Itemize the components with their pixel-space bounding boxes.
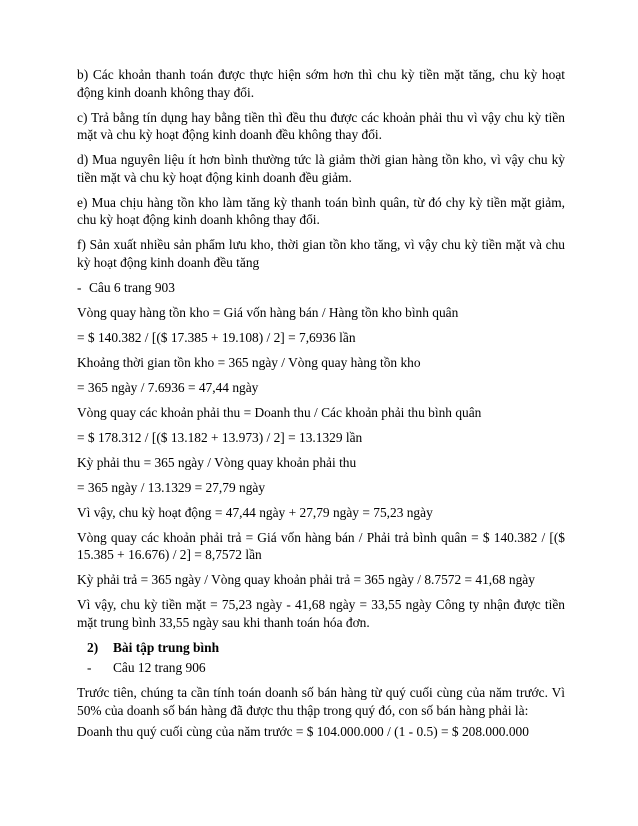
calc-line: = $ 140.382 / [($ 17.385 + 19.108) / 2] = 7,6936 lần xyxy=(77,329,356,345)
document-page xyxy=(77,66,565,748)
final-line: Doanh thu quý cuối cùng của năm trước = $ 104.000.000 / (1 - 0.5) = $ 208.000.000 xyxy=(77,723,529,739)
calc-line: = $ 178.312 / [($ 13.182 + 13.973) / 2] = 13.1329 lần xyxy=(77,429,363,445)
calc-line: = 365 ngày / 7.6936 = 47,44 ngày xyxy=(77,379,259,395)
paragraph-b: b) Các khoản thanh toán được thực hiện sớm hơn thì chu kỳ tiền mặt tăng, chu kỳ hoạt động kinh doanh không thay đổi. xyxy=(77,67,565,100)
calc-line: Vòng quay hàng tồn kho = Giá vốn hàng bán / Hàng tồn kho bình quân xyxy=(77,304,459,320)
section-title: Bài tập trung bình xyxy=(113,639,220,655)
calc-line: Vòng quay các khoản phải trả = Giá vốn hàng bán / Phải trả bình quân = $ 140.382 / [($ 15.385 + 16.676) / 2] = 8,7572 lần xyxy=(77,529,565,563)
calc-line: Kỳ phải thu = 365 ngày / Vòng quay khoản phải thu xyxy=(77,454,357,470)
bullet-dash: - xyxy=(87,660,92,676)
bullet-cau-12 xyxy=(87,659,565,677)
section-number: 2) xyxy=(87,639,99,655)
calc-line: = 365 ngày / 13.1329 = 27,79 ngày xyxy=(77,479,266,495)
calc-line: Vì vậy, chu kỳ hoạt động = 47,44 ngày + 27,79 ngày = 75,23 ngày xyxy=(77,504,433,520)
bullet-text: Câu 12 trang 906 xyxy=(113,660,206,676)
final-paragraph: Trước tiên, chúng ta cần tính toán doanh số bán hàng từ quý cuối cùng của năm trước. Vì 50% của doanh số bán hàng đã được thu thập trong quý đó, con số bán hàng phải là: xyxy=(77,685,565,719)
calc-line: Vì vậy, chu kỳ tiền mặt = 75,23 ngày - 41,68 ngày = 33,55 ngày Công ty nhận được tiền mặt trung bình 33,55 ngày sau khi thanh toán hóa đơn. xyxy=(77,597,565,630)
section-heading xyxy=(87,639,565,657)
calc-line: Vòng quay các khoản phải thu = Doanh thu / Các khoản phải thu bình quân xyxy=(77,404,482,420)
bullet-dash: - xyxy=(77,279,82,295)
paragraph-f: f) Sản xuất nhiều sản phẩm lưu kho, thời gian tồn kho tăng, vì vậy chu kỳ tiền mặt và chu kỳ hoạt động kinh doanh đều tăng xyxy=(77,237,565,270)
paragraph-c: c) Trả bằng tín dụng hay bằng tiền thì đều thu được các khoản phải thu vì vậy chu kỳ tiền mặt và chu kỳ hoạt động kinh doanh đều không thay đổi. xyxy=(77,109,565,143)
bullet-text: Câu 6 trang 903 xyxy=(89,279,175,295)
calc-line: Kỳ phải trả = 365 ngày / Vòng quay khoản phải trả = 365 ngày / 8.7572 = 41,68 ngày xyxy=(77,572,535,588)
bullet-cau-6 xyxy=(77,279,565,297)
paragraph-e: e) Mua chịu hàng tồn kho làm tăng kỳ thanh toán bình quân, từ đó chy kỳ tiền mặt giảm, chu kỳ hoạt động kinh doanh không thay đổi. xyxy=(77,194,565,228)
paragraph-d: d) Mua nguyên liệu ít hơn bình thường tức là giảm thời gian hàng tồn kho, vì vậy chu kỳ tiền mặt và chu kỳ hoạt động kinh doanh đều giảm. xyxy=(77,152,565,185)
calc-line: Khoảng thời gian tồn kho = 365 ngày / Vòng quay hàng tồn kho xyxy=(77,354,421,370)
